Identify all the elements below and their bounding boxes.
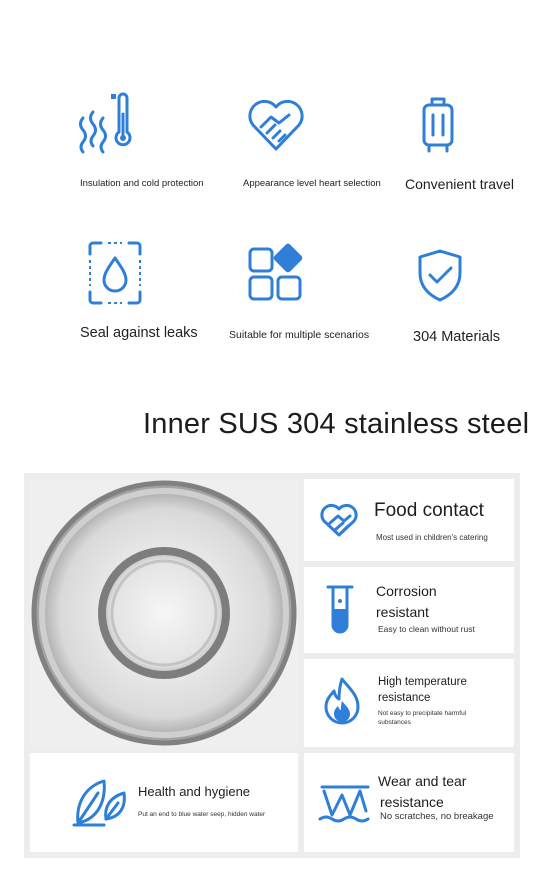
flame-icon — [322, 675, 362, 727]
corrosion-title-line2: resistant — [376, 604, 429, 620]
feature-seal — [86, 240, 144, 306]
food-contact-cell — [304, 479, 514, 561]
zigzag-wave-icon — [318, 781, 372, 825]
feature-scenarios-label: Suitable for multiple scenarios — [229, 329, 370, 341]
leaves-icon — [72, 775, 130, 829]
food-contact-title: Food contact — [374, 500, 484, 521]
grid-squares-icon — [246, 243, 308, 303]
corrosion-title-line1: Corrosion — [376, 583, 437, 599]
wear-title-line2: resistance — [380, 794, 444, 810]
wear-title-line1: Wear and tear — [378, 773, 467, 789]
feature-appearance-label: Appearance level heart selection — [243, 178, 381, 189]
corrosion-cell — [304, 567, 514, 653]
section-headline: Inner SUS 304 stainless steel — [143, 408, 530, 440]
feature-travel-label: Convenient travel — [405, 176, 514, 192]
heart-handshake-icon — [245, 95, 307, 153]
food-contact-subtitle: Most used in children's catering — [376, 533, 488, 542]
health-subtitle: Put an end to blue water seep, hidden water — [138, 811, 266, 818]
steel-photo-cell — [30, 479, 298, 747]
feature-material — [414, 247, 466, 303]
wear-subtitle: No scratches, no breakage — [380, 811, 494, 822]
corrosion-subtitle: Easy to clean without rust — [378, 624, 475, 634]
suitcase-icon — [418, 95, 458, 155]
feature-insulation-label: Insulation and cold protection — [80, 178, 204, 189]
heart-hand-icon — [318, 499, 360, 541]
water-drop-icon — [86, 240, 144, 306]
health-title: Health and hygiene — [138, 784, 251, 799]
wear-cell — [304, 753, 514, 852]
temperature-title-line1: High temperature — [378, 676, 467, 688]
feature-scenarios — [246, 243, 308, 303]
feature-travel — [418, 95, 458, 155]
feature-insulation — [75, 90, 135, 160]
feature-material-label: 304 Materials — [413, 329, 501, 345]
health-cell — [30, 753, 298, 852]
thermometer-heat-icon — [75, 90, 135, 160]
feature-seal-label: Seal against leaks — [80, 325, 198, 341]
material-panel — [24, 473, 520, 858]
temperature-cell — [304, 659, 514, 747]
feature-appearance — [245, 95, 307, 153]
temperature-subtitle-line2: substances — [378, 719, 411, 726]
shield-check-icon — [414, 247, 466, 303]
stainless-steel-cup-image — [30, 479, 298, 747]
test-tube-icon — [324, 583, 356, 639]
temperature-subtitle-line1: Not easy to precipitate harmful — [378, 710, 467, 717]
temperature-title-line2: resistance — [378, 692, 431, 704]
